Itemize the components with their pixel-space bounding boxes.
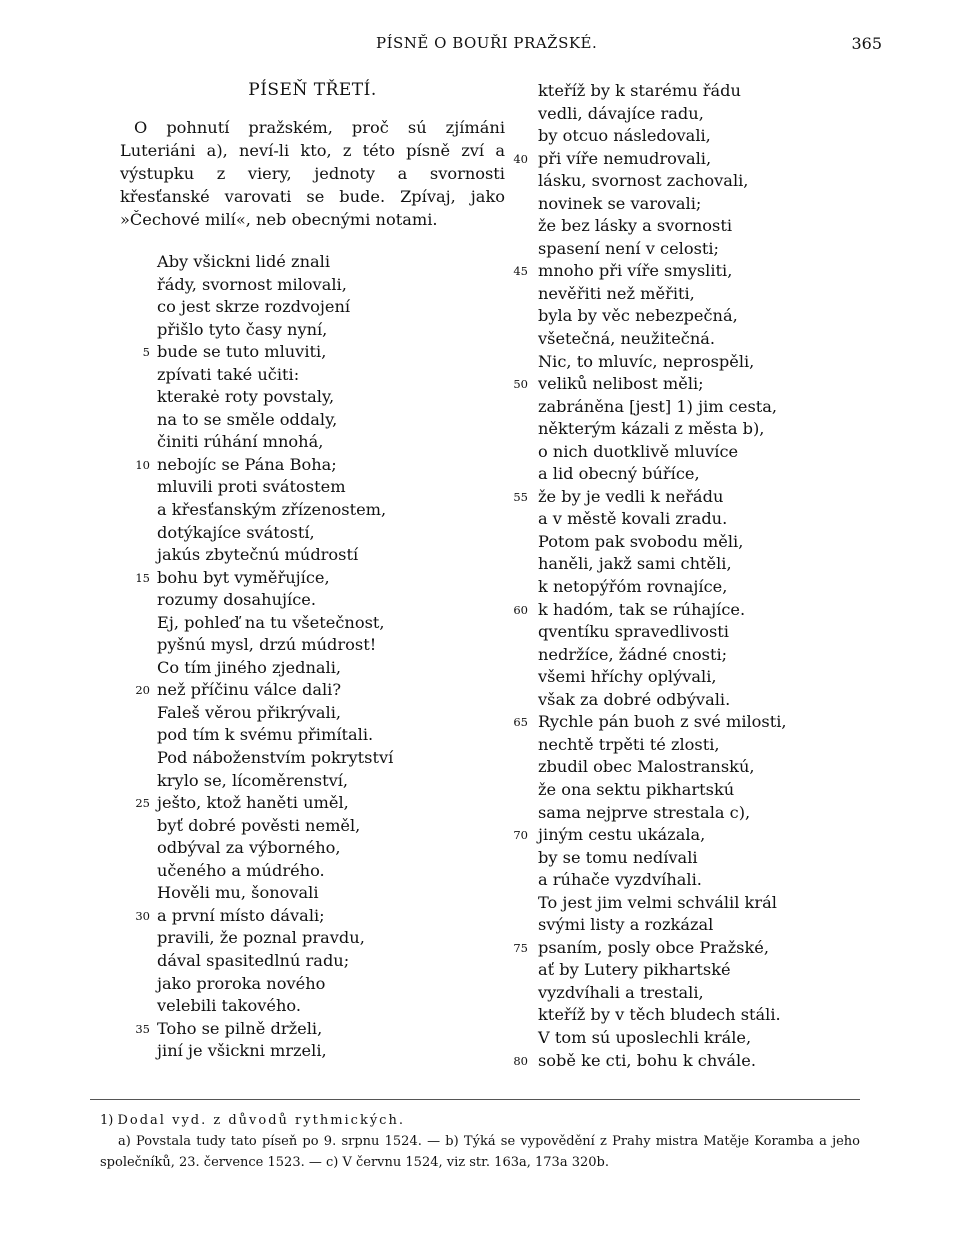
verse-text: mluvili proti svátostem xyxy=(157,477,346,497)
verse-text: na to se směle oddaly, xyxy=(157,409,338,429)
verse-text: učeného a múdrého. xyxy=(157,860,325,880)
verse-line xyxy=(498,193,858,216)
verse-line xyxy=(498,396,858,419)
verse-text: k hadóm, tak se rúhajíce. xyxy=(538,599,746,619)
verse-text: zabráněna [jest] 1) jim cesta, xyxy=(538,396,778,416)
verse-text: řády, svornost milovali, xyxy=(157,274,347,294)
verse-line xyxy=(498,260,858,283)
verse-text: přišlo tyto časy nyní, xyxy=(157,319,328,339)
verse-line xyxy=(498,508,858,531)
verse-line xyxy=(498,351,858,374)
verse-text: veliků nelibost měli; xyxy=(538,374,704,394)
verse-text: spasení není v celosti; xyxy=(538,238,720,258)
verse-line xyxy=(498,305,858,328)
verse-line xyxy=(120,882,505,905)
verse-text: byť dobré pověsti neměl, xyxy=(157,815,361,835)
verse-line xyxy=(498,711,858,734)
verse-line xyxy=(120,815,505,838)
verse-text: mnoho při víře smysliti, xyxy=(538,261,733,281)
verse-line xyxy=(120,476,505,499)
verse-line xyxy=(498,824,858,847)
verse-line xyxy=(498,756,858,779)
verse-text: než příčinu válce dali? xyxy=(157,680,342,700)
verse-text: všemi hříchy oplývali, xyxy=(538,667,717,687)
footnote-1-mark: 1) xyxy=(100,1113,114,1128)
verse-line xyxy=(120,792,505,815)
verse-line xyxy=(498,599,858,622)
verse-text: nebojíc se Pána Boha; xyxy=(157,454,337,474)
verse-text: a rúhače vyzdvíhali. xyxy=(538,870,702,890)
verse-line xyxy=(498,1004,858,1027)
verse-text: vedli, dávajíce radu, xyxy=(538,103,704,123)
verse-text: by otcuo následovali, xyxy=(538,126,711,146)
verse-line xyxy=(120,296,505,319)
verse-line xyxy=(120,657,505,680)
verse-text: sobě ke cti, bohu k chvále. xyxy=(538,1050,756,1070)
verse-line xyxy=(120,905,505,928)
verse-text: Hověli mu, šonovali xyxy=(157,883,319,903)
verse-line xyxy=(498,148,858,171)
line-number: 55 xyxy=(513,489,528,504)
line-number: 40 xyxy=(513,151,528,166)
verse-text: qventíku spravedlivosti xyxy=(538,622,729,642)
line-number: 10 xyxy=(135,457,150,472)
verse-text: by se tomu nedívali xyxy=(538,847,698,867)
verse-text: ješto, ktož haněti uměl, xyxy=(157,793,349,813)
verse-text: Co tím jiného zjednali, xyxy=(157,657,342,677)
verse-line xyxy=(498,215,858,238)
verse-text: že bez lásky a svornosti xyxy=(538,216,732,236)
footnote-a: a) Povstala tudy tato píseň po 9. srpnu 1524. — b) Týká se vypovědění z Prahy mistra Matěje Koramba a jeho společníků, 23. července 1523. — c) V červnu 1524, viz str. 163a, 173a 320b. xyxy=(100,1134,860,1170)
running-head xyxy=(0,34,960,56)
line-number: 45 xyxy=(513,264,528,279)
verse-text: Pod náboženstvím pokrytství xyxy=(157,748,394,768)
line-number: 15 xyxy=(135,570,150,585)
verse-text: o nich duotklivě mluvíce xyxy=(538,441,739,461)
line-number: 70 xyxy=(513,828,528,843)
verse-line xyxy=(120,409,505,432)
verse-text: k netopýřóm rovnajíce, xyxy=(538,577,728,597)
verse-text: sama nejprve strestala c), xyxy=(538,802,751,822)
verse-text: velebili takového. xyxy=(157,996,301,1016)
verse-text: co jest skrze rozdvojení xyxy=(157,297,351,317)
line-number: 35 xyxy=(135,1021,150,1036)
verse-text: některým kázali z města b), xyxy=(538,419,765,439)
verse-text: byla by věc nebezpečná, xyxy=(538,306,738,326)
verse-text: jiní je všickni mrzeli, xyxy=(157,1041,327,1061)
verse-text: při víře nemudrovali, xyxy=(538,148,712,168)
verse-line xyxy=(498,959,858,982)
verse-line xyxy=(120,995,505,1018)
verse-line xyxy=(120,860,505,883)
verse-text: psaním, posly obce Pražské, xyxy=(538,937,769,957)
verse-line xyxy=(498,238,858,261)
verse-text: rozumy dosahujíce. xyxy=(157,590,316,610)
verse-line xyxy=(498,1027,858,1050)
line-number: 20 xyxy=(135,683,150,698)
verse-text: dával spasitedlnú radu; xyxy=(157,950,350,970)
poem-intro: O pohnutí pražském, proč sú zjímáni Luteriáni a), neví-li kto, z této písně zví a výstupku z viery, jednoty a svornosti křesťanské varovati se bude. Zpívaj, jako »Čechové milí«, neb obecnými notami. xyxy=(120,118,505,229)
verse-line xyxy=(498,666,858,689)
verse-line xyxy=(498,441,858,464)
verse-line xyxy=(498,418,858,441)
verse-text: že by je vedli k neřádu xyxy=(538,486,724,506)
verse-text: krylo se, lícoměrenství, xyxy=(157,770,349,790)
verse-text: haněli, jakž sami chtěli, xyxy=(538,554,732,574)
verse-text: a křesťanským zřízenostem, xyxy=(157,500,387,520)
verse-line xyxy=(498,892,858,915)
line-number: 80 xyxy=(513,1053,528,1068)
verse-text: svými listy a rozkázal xyxy=(538,915,714,935)
verse-text: vyzdvíhali a trestali, xyxy=(538,982,704,1002)
verse-text: a v městě kovali zradu. xyxy=(538,509,728,529)
verse-line xyxy=(498,914,858,937)
verse-line xyxy=(120,251,505,274)
verse-text: lásku, svornost zachovali, xyxy=(538,171,749,191)
verse-line xyxy=(498,621,858,644)
verse-line xyxy=(498,103,858,126)
verse-line xyxy=(498,463,858,486)
line-number: 50 xyxy=(513,377,528,392)
footnotes xyxy=(100,1110,860,1173)
verse-line xyxy=(498,80,858,103)
verse-text: že ona sektu pikhartskú xyxy=(538,779,735,799)
verse-line xyxy=(120,567,505,590)
verse-text: zpívati také učiti: xyxy=(157,364,300,384)
verse-line xyxy=(498,486,858,509)
verse-line xyxy=(120,386,505,409)
verse-text: bude se tuto mluviti, xyxy=(157,342,327,362)
verse-line xyxy=(498,170,858,193)
verse-line xyxy=(120,544,505,567)
verse-text: jako proroka nového xyxy=(157,973,326,993)
verse-text: kterakė roty povstaly, xyxy=(157,387,335,407)
verse-text: V tom sú uposlechli krále, xyxy=(538,1027,752,1047)
verse-line xyxy=(498,531,858,554)
verse-line xyxy=(120,634,505,657)
verse-text: jiným cestu ukázala, xyxy=(538,825,706,845)
verse-line xyxy=(120,702,505,725)
verse-line xyxy=(120,319,505,342)
verse-text: Faleš věrou přikrývali, xyxy=(157,702,342,722)
verse-line xyxy=(498,576,858,599)
left-verse-list xyxy=(120,251,505,1063)
verse-text: Ej, pohleď na tu všetečnost, xyxy=(157,612,385,632)
verse-text: Potom pak svobodu měli, xyxy=(538,531,744,551)
verse-text: a lid obecný búříce, xyxy=(538,464,700,484)
verse-line xyxy=(120,679,505,702)
right-verse-list xyxy=(498,80,858,1072)
verse-line xyxy=(498,802,858,825)
verse-text: dotýkajíce svátostí, xyxy=(157,522,315,542)
verse-line xyxy=(498,779,858,802)
page-number: 365 xyxy=(851,34,882,53)
verse-line xyxy=(120,499,505,522)
verse-text: ať by Lutery pikhartské xyxy=(538,960,731,980)
left-column xyxy=(120,80,505,1063)
verse-text: Aby všickni lidé znali xyxy=(157,252,330,271)
verse-line xyxy=(120,589,505,612)
verse-line xyxy=(120,522,505,545)
verse-text: činiti rúhání mnohá, xyxy=(157,432,324,452)
verse-line xyxy=(498,734,858,757)
verse-line xyxy=(120,274,505,297)
verse-text: nevěřiti než měřiti, xyxy=(538,283,695,303)
verse-text: Toho se pilně drželi, xyxy=(157,1018,323,1038)
verse-line xyxy=(498,689,858,712)
verse-text: Rychle pán buoh z své milosti, xyxy=(538,712,787,732)
line-number: 75 xyxy=(513,940,528,955)
verse-text: nedržíce, žádné cnosti; xyxy=(538,644,728,664)
verse-text: jakús zbytečnú múdrostí xyxy=(157,545,359,565)
verse-line xyxy=(120,364,505,387)
line-number: 5 xyxy=(142,345,150,360)
verse-line xyxy=(120,747,505,770)
verse-text: nechtě trpěti té zlosti, xyxy=(538,734,720,754)
verse-text: kteříž by k starému řádu xyxy=(538,81,741,100)
verse-line xyxy=(498,937,858,960)
verse-text: pravili, že poznal pravdu, xyxy=(157,928,365,948)
verse-line xyxy=(120,837,505,860)
verse-line xyxy=(120,973,505,996)
verse-line xyxy=(120,1040,505,1063)
verse-text: bohu byt vyměřujíce, xyxy=(157,567,330,587)
footnote-divider xyxy=(90,1099,860,1100)
verse-line xyxy=(498,125,858,148)
line-number: 30 xyxy=(135,908,150,923)
right-column xyxy=(498,80,858,1072)
verse-line xyxy=(120,454,505,477)
verse-text: a první místo dávali; xyxy=(157,905,325,925)
verse-text: novinek se varovali; xyxy=(538,193,702,213)
line-number: 60 xyxy=(513,602,528,617)
verse-line xyxy=(120,612,505,635)
verse-text: pod tím k svému přimítali. xyxy=(157,725,374,745)
verse-line xyxy=(120,770,505,793)
running-title: PÍSNĚ O BOUŘI PRAŽSKÉ. xyxy=(376,34,598,52)
poem-title: PÍSEŇ TŘETÍ. xyxy=(248,80,377,100)
verse-line xyxy=(498,847,858,870)
verse-line xyxy=(120,341,505,364)
verse-text: Nic, to mluvíc, neprospěli, xyxy=(538,351,755,371)
verse-line xyxy=(120,950,505,973)
verse-line xyxy=(498,328,858,351)
line-number: 65 xyxy=(513,715,528,730)
verse-text: odbýval za výborného, xyxy=(157,838,341,858)
verse-line xyxy=(120,431,505,454)
verse-line xyxy=(498,283,858,306)
footnote-1 xyxy=(100,1110,860,1131)
verse-line xyxy=(120,1018,505,1041)
verse-line xyxy=(498,644,858,667)
verse-text: všetečná, neužitečná. xyxy=(538,329,716,349)
verse-line xyxy=(498,982,858,1005)
verse-text: kteříž by v těch bludech stáli. xyxy=(538,1005,781,1025)
verse-text: zbudil obec Malostranskú, xyxy=(538,757,755,777)
line-number: 25 xyxy=(135,796,150,811)
verse-line xyxy=(120,724,505,747)
verse-line xyxy=(498,1050,858,1073)
verse-text: To jest jim velmi schválil král xyxy=(538,892,777,912)
verse-text: pyšnú mysl, drzú múdrost! xyxy=(157,635,377,655)
verse-line xyxy=(498,373,858,396)
verse-line xyxy=(498,553,858,576)
verse-line xyxy=(498,869,858,892)
verse-text: však za dobré odbývali. xyxy=(538,689,731,709)
verse-line xyxy=(120,927,505,950)
footnote-1-text: Dodal vyd. z důvodů rythmických. xyxy=(117,1113,405,1128)
